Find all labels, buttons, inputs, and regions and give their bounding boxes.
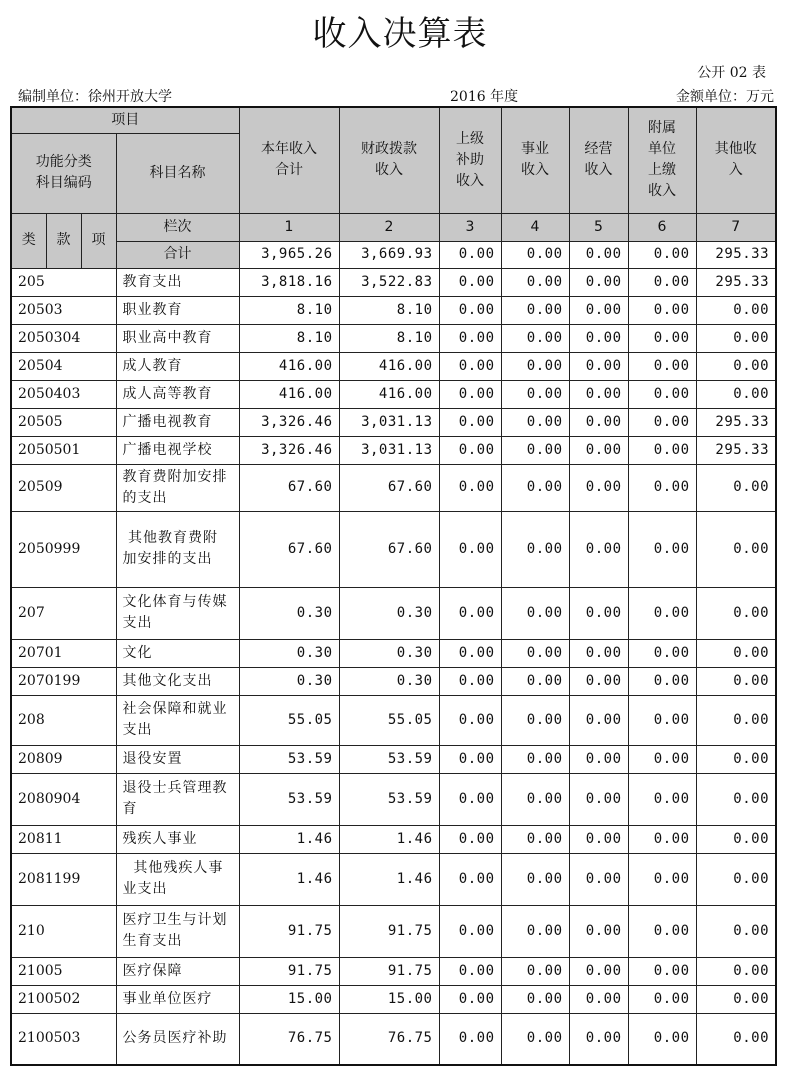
table-row <box>11 1013 776 1065</box>
amount-cell: 0.00 <box>439 464 501 511</box>
col-index-2: 2 <box>339 213 439 241</box>
subject-code: 21005 <box>11 957 116 985</box>
header-col-1: 本年收入 合计 <box>239 107 339 213</box>
amount-cell: 0.00 <box>439 905 501 957</box>
subject-name: 医疗保障 <box>116 957 239 985</box>
amount-cell: 53.59 <box>239 745 339 773</box>
subject-code: 207 <box>11 587 116 639</box>
amount-cell: 0.00 <box>628 268 696 296</box>
amount-cell: 0.00 <box>696 511 776 587</box>
amount-cell: 0.00 <box>696 695 776 745</box>
amount-cell: 0.00 <box>569 639 628 667</box>
amount-cell: 0.00 <box>501 639 569 667</box>
amount-cell: 91.75 <box>339 957 439 985</box>
header-col-7: 其他收 入 <box>696 107 776 213</box>
subject-name: 成人教育 <box>116 352 239 380</box>
subject-code: 2050403 <box>11 380 116 408</box>
amount-cell: 55.05 <box>239 695 339 745</box>
subject-code: 20811 <box>11 825 116 853</box>
amount-cell: 0.00 <box>696 667 776 695</box>
table-row <box>11 985 776 1013</box>
table-row <box>11 436 776 464</box>
amount-cell: 76.75 <box>339 1013 439 1065</box>
amount-cell: 0.00 <box>628 695 696 745</box>
amount-cell: 0.00 <box>628 436 696 464</box>
amount-cell: 0.00 <box>569 905 628 957</box>
amount-cell: 0.00 <box>628 380 696 408</box>
table-row <box>11 408 776 436</box>
amount-cell: 0.00 <box>628 352 696 380</box>
amount-cell: 91.75 <box>239 905 339 957</box>
subject-code: 2050304 <box>11 324 116 352</box>
income-table <box>10 106 777 1066</box>
amount-cell: 0.00 <box>696 587 776 639</box>
subject-code: 208 <box>11 695 116 745</box>
table-row <box>11 296 776 324</box>
document-meta <box>18 86 774 106</box>
amount-cell: 0.00 <box>569 773 628 825</box>
amount-cell: 1.46 <box>239 853 339 905</box>
amount-cell: 0.00 <box>439 745 501 773</box>
subject-name: 其他教育费附加安排的支出 <box>116 511 239 587</box>
col-index-7: 7 <box>696 213 776 241</box>
amount-cell: 0.00 <box>569 380 628 408</box>
amount-cell: 0.00 <box>501 511 569 587</box>
table-row <box>11 825 776 853</box>
amount-cell: 0.00 <box>501 268 569 296</box>
col-index-5: 5 <box>569 213 628 241</box>
amount-cell: 0.00 <box>696 853 776 905</box>
amount-cell: 0.00 <box>628 324 696 352</box>
subject-code: 210 <box>11 905 116 957</box>
amount-cell: 0.00 <box>569 352 628 380</box>
amount-cell: 3,522.83 <box>339 268 439 296</box>
amount-cell: 0.00 <box>696 380 776 408</box>
amount-cell: 0.00 <box>501 905 569 957</box>
amount-cell: 0.00 <box>439 268 501 296</box>
col-index-1: 1 <box>239 213 339 241</box>
subject-code: 2080904 <box>11 773 116 825</box>
total-value: 0.00 <box>439 241 501 268</box>
subject-code: 205 <box>11 268 116 296</box>
total-value: 0.00 <box>628 241 696 268</box>
amount-cell: 76.75 <box>239 1013 339 1065</box>
table-row <box>11 957 776 985</box>
amount-cell: 416.00 <box>339 380 439 408</box>
amount-cell: 0.00 <box>501 667 569 695</box>
amount-cell: 0.00 <box>569 268 628 296</box>
amount-cell: 53.59 <box>339 773 439 825</box>
col-index-3: 3 <box>439 213 501 241</box>
header-col-2: 财政拨款 收入 <box>339 107 439 213</box>
amount-cell: 67.60 <box>239 511 339 587</box>
table-row <box>11 380 776 408</box>
amount-cell: 0.00 <box>569 695 628 745</box>
amount-cell: 0.00 <box>501 825 569 853</box>
amount-cell: 1.46 <box>339 825 439 853</box>
amount-cell: 0.00 <box>696 639 776 667</box>
amount-cell: 55.05 <box>339 695 439 745</box>
amount-cell: 53.59 <box>339 745 439 773</box>
amount-cell: 0.00 <box>569 957 628 985</box>
amount-cell: 0.00 <box>628 587 696 639</box>
subject-code: 20504 <box>11 352 116 380</box>
header-lei: 类 <box>11 213 46 268</box>
amount-cell: 15.00 <box>339 985 439 1013</box>
amount-cell: 0.00 <box>569 1013 628 1065</box>
subject-code: 2050501 <box>11 436 116 464</box>
amount-cell: 0.00 <box>439 695 501 745</box>
amount-cell: 0.00 <box>628 905 696 957</box>
total-label: 合计 <box>116 241 239 268</box>
subject-name: 医疗卫生与计划生育支出 <box>116 905 239 957</box>
amount-cell: 0.00 <box>439 380 501 408</box>
compiling-unit: 编制单位：徐州开放大学 <box>18 89 172 105</box>
amount-cell: 8.10 <box>339 296 439 324</box>
subject-name: 广播电视学校 <box>116 436 239 464</box>
amount-cell: 0.00 <box>628 511 696 587</box>
amount-cell: 0.00 <box>628 296 696 324</box>
amount-cell: 0.00 <box>569 408 628 436</box>
amount-cell: 0.00 <box>569 667 628 695</box>
amount-cell: 8.10 <box>239 296 339 324</box>
amount-cell: 0.00 <box>628 667 696 695</box>
amount-cell: 0.00 <box>439 667 501 695</box>
table-row <box>11 773 776 825</box>
amount-cell: 53.59 <box>239 773 339 825</box>
col-index-label: 栏次 <box>116 213 239 241</box>
header-col-6: 附属 单位 上缴 收入 <box>628 107 696 213</box>
amount-cell: 15.00 <box>239 985 339 1013</box>
amount-cell: 0.00 <box>569 296 628 324</box>
amount-cell: 3,031.13 <box>339 408 439 436</box>
amount-cell: 0.00 <box>696 985 776 1013</box>
amount-cell: 0.00 <box>501 773 569 825</box>
header-col-4: 事业 收入 <box>501 107 569 213</box>
subject-name: 事业单位医疗 <box>116 985 239 1013</box>
amount-cell: 0.00 <box>439 639 501 667</box>
total-value: 295.33 <box>696 241 776 268</box>
amount-cell: 0.00 <box>696 957 776 985</box>
amount-cell: 67.60 <box>239 464 339 511</box>
amount-cell: 1.46 <box>239 825 339 853</box>
amount-cell: 0.00 <box>501 296 569 324</box>
subject-name: 成人高等教育 <box>116 380 239 408</box>
subject-code: 20503 <box>11 296 116 324</box>
amount-cell: 0.00 <box>696 773 776 825</box>
header-xiang: 项 <box>81 213 116 268</box>
subject-name: 其他残疾人事业支出 <box>116 853 239 905</box>
amount-cell: 0.00 <box>628 408 696 436</box>
amount-cell: 0.00 <box>439 408 501 436</box>
subject-name: 教育支出 <box>116 268 239 296</box>
subject-name: 残疾人事业 <box>116 825 239 853</box>
amount-cell: 0.00 <box>501 436 569 464</box>
amount-cell: 3,326.46 <box>239 408 339 436</box>
total-value: 0.00 <box>501 241 569 268</box>
amount-cell: 0.00 <box>696 905 776 957</box>
amount-cell: 67.60 <box>339 511 439 587</box>
total-row <box>11 241 776 268</box>
amount-cell: 0.00 <box>501 324 569 352</box>
amount-cell: 0.00 <box>628 745 696 773</box>
amount-cell: 295.33 <box>696 408 776 436</box>
subject-name: 退役安置 <box>116 745 239 773</box>
amount-cell: 0.00 <box>501 587 569 639</box>
table-row <box>11 745 776 773</box>
amount-cell: 3,818.16 <box>239 268 339 296</box>
subject-name: 教育费附加安排的支出 <box>116 464 239 511</box>
header-kuan: 款 <box>46 213 81 268</box>
amount-cell: 0.00 <box>569 745 628 773</box>
total-value: 0.00 <box>569 241 628 268</box>
amount-cell: 0.00 <box>439 352 501 380</box>
amount-cell: 91.75 <box>339 905 439 957</box>
table-row <box>11 511 776 587</box>
subject-name: 公务员医疗补助 <box>116 1013 239 1065</box>
amount-cell: 0.00 <box>501 745 569 773</box>
amount-cell: 0.00 <box>628 957 696 985</box>
amount-cell: 0.00 <box>501 464 569 511</box>
amount-cell: 3,326.46 <box>239 436 339 464</box>
subject-name: 广播电视教育 <box>116 408 239 436</box>
header-func-code: 功能分类 科目编码 <box>11 133 116 213</box>
table-row <box>11 587 776 639</box>
subject-code: 20809 <box>11 745 116 773</box>
subject-name: 职业教育 <box>116 296 239 324</box>
amount-cell: 0.00 <box>696 352 776 380</box>
table-row <box>11 667 776 695</box>
amount-cell: 0.00 <box>569 825 628 853</box>
amount-cell: 0.30 <box>239 667 339 695</box>
subject-name: 文化体育与传媒支出 <box>116 587 239 639</box>
amount-cell: 8.10 <box>239 324 339 352</box>
amount-cell: 0.00 <box>696 745 776 773</box>
header-col-3: 上级 补助 收入 <box>439 107 501 213</box>
amount-cell: 0.00 <box>439 853 501 905</box>
amount-cell: 0.00 <box>696 296 776 324</box>
amount-cell: 0.00 <box>569 324 628 352</box>
amount-cell: 0.30 <box>339 639 439 667</box>
amount-cell: 0.00 <box>501 380 569 408</box>
amount-cell: 0.30 <box>239 639 339 667</box>
table-row <box>11 268 776 296</box>
table-row <box>11 853 776 905</box>
subject-code: 20701 <box>11 639 116 667</box>
amount-cell: 0.30 <box>339 667 439 695</box>
amount-cell: 1.46 <box>339 853 439 905</box>
amount-cell: 0.00 <box>696 825 776 853</box>
amount-cell: 0.00 <box>439 985 501 1013</box>
total-value: 3,965.26 <box>239 241 339 268</box>
amount-cell: 0.00 <box>439 957 501 985</box>
amount-cell: 0.00 <box>569 985 628 1013</box>
amount-cell: 416.00 <box>339 352 439 380</box>
amount-cell: 91.75 <box>239 957 339 985</box>
amount-cell: 295.33 <box>696 436 776 464</box>
amount-cell: 0.00 <box>696 464 776 511</box>
subject-code: 20509 <box>11 464 116 511</box>
col-index-6: 6 <box>628 213 696 241</box>
subject-name: 其他文化支出 <box>116 667 239 695</box>
amount-cell: 0.00 <box>628 1013 696 1065</box>
amount-cell: 0.00 <box>439 436 501 464</box>
fiscal-year: 2016 年度 <box>450 89 519 105</box>
table-row <box>11 695 776 745</box>
table-row <box>11 905 776 957</box>
amount-cell: 0.00 <box>569 853 628 905</box>
amount-cell: 0.30 <box>339 587 439 639</box>
subject-name: 退役士兵管理教育 <box>116 773 239 825</box>
subject-code: 2100503 <box>11 1013 116 1065</box>
amount-cell: 0.00 <box>628 985 696 1013</box>
amount-cell: 0.00 <box>439 773 501 825</box>
subject-name: 职业高中教育 <box>116 324 239 352</box>
amount-cell: 0.00 <box>439 825 501 853</box>
amount-cell: 0.00 <box>439 1013 501 1065</box>
amount-cell: 0.00 <box>501 408 569 436</box>
amount-cell: 0.00 <box>439 324 501 352</box>
amount-cell: 0.00 <box>696 324 776 352</box>
total-value: 3,669.93 <box>339 241 439 268</box>
amount-cell: 0.00 <box>501 1013 569 1065</box>
amount-cell: 0.00 <box>696 1013 776 1065</box>
document-title: 收入决算表 <box>312 14 488 54</box>
subject-code: 2100502 <box>11 985 116 1013</box>
table-row <box>11 324 776 352</box>
table-row <box>11 639 776 667</box>
header-col-5: 经营 收入 <box>569 107 628 213</box>
amount-cell: 0.00 <box>501 985 569 1013</box>
table-row <box>11 464 776 511</box>
amount-cell: 0.00 <box>628 773 696 825</box>
header-subject-name: 科目名称 <box>116 133 239 213</box>
amount-cell: 0.00 <box>501 352 569 380</box>
amount-cell: 416.00 <box>239 380 339 408</box>
amount-cell: 0.00 <box>569 436 628 464</box>
amount-cell: 0.00 <box>501 695 569 745</box>
amount-cell: 0.00 <box>439 511 501 587</box>
amount-cell: 295.33 <box>696 268 776 296</box>
amount-cell: 416.00 <box>239 352 339 380</box>
amount-cell: 0.00 <box>439 587 501 639</box>
amount-cell: 0.00 <box>628 464 696 511</box>
amount-cell: 0.00 <box>628 639 696 667</box>
amount-cell: 0.00 <box>628 853 696 905</box>
header-item: 项目 <box>11 107 239 133</box>
amount-cell: 0.00 <box>569 587 628 639</box>
amount-cell: 8.10 <box>339 324 439 352</box>
subject-code: 2081199 <box>11 853 116 905</box>
subject-code: 2070199 <box>11 667 116 695</box>
amount-cell: 0.00 <box>501 853 569 905</box>
col-index-4: 4 <box>501 213 569 241</box>
amount-cell: 0.00 <box>569 464 628 511</box>
amount-cell: 3,031.13 <box>339 436 439 464</box>
subject-name: 社会保障和就业支出 <box>116 695 239 745</box>
subject-code: 20505 <box>11 408 116 436</box>
subject-code: 2050999 <box>11 511 116 587</box>
table-row <box>11 352 776 380</box>
amount-cell: 0.00 <box>569 511 628 587</box>
subject-name: 文化 <box>116 639 239 667</box>
currency-unit: 金额单位：万元 <box>676 89 774 105</box>
amount-cell: 0.00 <box>628 825 696 853</box>
amount-cell: 0.30 <box>239 587 339 639</box>
amount-cell: 0.00 <box>439 296 501 324</box>
amount-cell: 67.60 <box>339 464 439 511</box>
form-number: 公开 02 表 <box>697 65 766 81</box>
amount-cell: 0.00 <box>501 957 569 985</box>
